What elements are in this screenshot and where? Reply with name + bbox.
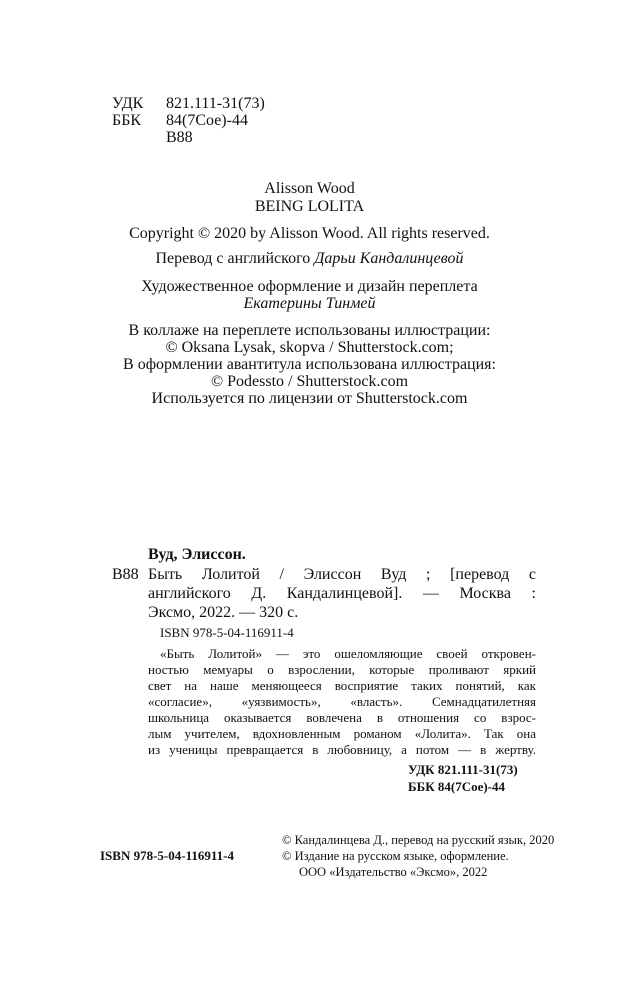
footer-copyright-line: © Издание на русском языке, оформление. — [282, 849, 509, 863]
designer-name: Екатерины Тинмей — [243, 295, 376, 312]
original-title: BEING LOLITA — [254, 198, 365, 215]
annotation-line: лым учителем, вдохновленным романом «Лолита». Так она — [148, 726, 536, 741]
catalog-udk: УДК 821.111-31(73) — [408, 762, 518, 777]
annotation-line: свет на наше меняющееся восприятие таких понятий, как — [148, 678, 536, 693]
illustration-line: © Podessto / Shutterstock.com — [210, 373, 409, 390]
catalog-entry-line: английского Д. Кандалинцевой]. — Москва : — [148, 585, 536, 602]
translation-prefix: Перевод с английского — [155, 250, 311, 267]
bbk-label: ББК — [112, 112, 142, 129]
annotation-line: «согласие», «уязвимость», «власть». Семнадцатилетняя — [148, 694, 536, 709]
illustration-line: В коллаже на переплете использованы иллюстрации: — [128, 322, 491, 339]
author-mark: В88 — [166, 129, 193, 146]
copyright-original: Copyright © 2020 by Alisson Wood. All rights reserved. — [129, 225, 490, 242]
catalog-isbn: ISBN 978-5-04-116911-4 — [160, 625, 294, 640]
catalog-heading: Вуд, Элиссон. — [148, 546, 246, 563]
udk-value: 821.111-31(73) — [166, 95, 265, 112]
footer-copyright-line: © Кандалинцева Д., перевод на русский язык, 2020 — [282, 833, 555, 847]
catalog-mark: В88 — [112, 566, 139, 583]
annotation-line: из ученицы превращается в любовницу, а потом — в жертву. — [148, 742, 536, 757]
udk-label: УДК — [112, 95, 144, 112]
annotation-line: «Быть Лолитой» — это ошеломляющие своей откровен- — [160, 646, 536, 661]
footer-copyright-line: ООО «Издательство «Эксмо», 2022 — [299, 865, 488, 879]
catalog-bbk: ББК 84(7Сое)-44 — [408, 779, 506, 794]
bbk-value: 84(7Сое)-44 — [166, 112, 248, 129]
design-credit: Художественное оформление и дизайн переплета — [141, 278, 478, 295]
translation-credit — [0, 250, 619, 267]
catalog-entry-line: Эксмо, 2022. — 320 с. — [148, 604, 299, 621]
illustration-line: © Oksana Lysak, skopva / Shutterstock.com; — [165, 339, 454, 356]
annotation-line: школьница оказывается вовлечена в отношения со взрос- — [148, 710, 536, 725]
illustration-line: Используется по лицензии от Shutterstock.com — [151, 390, 468, 407]
catalog-entry-line: Быть Лолитой / Элиссон Вуд ; [перевод с — [148, 566, 536, 583]
original-author: Alisson Wood — [264, 180, 355, 197]
illustration-line: В оформлении авантитула использована иллюстрация: — [123, 356, 496, 373]
footer-isbn: ISBN 978-5-04-116911-4 — [100, 848, 234, 863]
annotation-line: ностью мемуары о взрослении, которые проливают яркий — [148, 662, 536, 677]
translator-name: Дарьи Кандалинцевой — [314, 250, 464, 267]
